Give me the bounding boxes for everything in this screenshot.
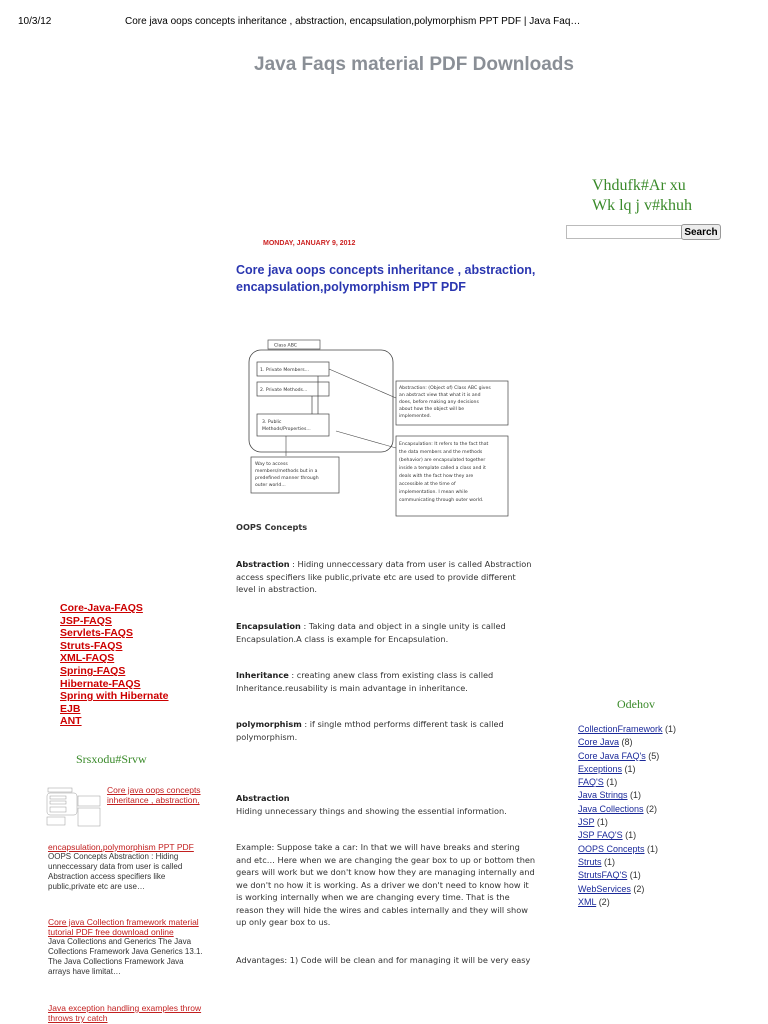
popular-posts-heading: Srsxodu#Srvw [76, 752, 147, 766]
nav-link-xml-faqs[interactable]: XML-FAQS [60, 652, 115, 665]
label-link[interactable]: JSP FAQ'S [578, 830, 623, 841]
nav-link-struts-faqs[interactable]: Struts-FAQS [60, 639, 123, 652]
label-item [578, 736, 676, 749]
thumb-shape [47, 817, 65, 825]
label-item [578, 750, 676, 763]
post-title[interactable]: Core java oops concepts inheritance , abstraction, encapsulation,polymorphism PPT PDF [236, 263, 536, 294]
private-methods-label: 2. Private Methods... [260, 388, 308, 393]
access-way-line: outer world... [255, 483, 286, 488]
encapsulation-note-line: deals with the fact how they are [399, 474, 474, 479]
encapsulation-connector [336, 431, 396, 448]
label-link[interactable]: Java Strings [578, 790, 628, 801]
popular-post-3-link[interactable]: Java exception handling examples throw throws try catch [48, 1003, 202, 1023]
encapsulation-note-line: (behavior) are encapsulated together [399, 458, 486, 463]
label-count: (1) [665, 724, 677, 734]
abstraction-note-line: Abstraction: (Object of) Class ABC gives [399, 386, 491, 391]
thumb-shape [78, 796, 100, 806]
oops-diagram [246, 336, 516, 518]
polymorphism-paragraph [236, 718, 536, 743]
access-way-line: Way to access [255, 462, 288, 467]
public-methods-label-1: 3. Public [262, 420, 282, 425]
print-date: 10/3/12 [18, 16, 52, 27]
label-count: (1) [629, 870, 641, 881]
print-page-title: Core java oops concepts inheritance , abstraction, encapsulation,polymorphism PPT PDF | Java Faq… [125, 16, 581, 27]
label-item [578, 869, 676, 882]
label-count: (1) [606, 777, 618, 788]
label-item [578, 829, 676, 842]
search-widget-heading [592, 176, 692, 216]
label-count: (2) [633, 883, 645, 894]
encapsulation-text: : Taking data and object in a single unity is called Encapsulation.A class is example for Encapsulation. [236, 621, 506, 644]
abstraction-definition: Hiding unnecessary things and showing the essential information. [236, 805, 507, 816]
popular-post-thumbnail[interactable] [46, 786, 102, 836]
nav-link-hibernate-faqs[interactable]: Hibernate-FAQS [60, 677, 141, 690]
search-heading-line2: Wk lq j v#khuh [592, 197, 692, 214]
encapsulation-note-line: inside a template called a class and it [399, 466, 486, 471]
thumb-shape [48, 788, 72, 792]
thumb-shape [50, 807, 66, 812]
label-link[interactable]: JSP [578, 817, 595, 828]
label-item [578, 776, 676, 789]
label-count: (1) [596, 817, 608, 828]
popular-post-1-title-top [107, 785, 217, 805]
label-count: (1) [630, 790, 642, 801]
encapsulation-note-line: Encapsulation: It refers to the fact that [399, 442, 489, 447]
blog-title[interactable]: Java Faqs material PDF Downloads [254, 54, 574, 75]
label-count: (2) [646, 803, 658, 814]
label-count: (1) [604, 856, 616, 867]
label-count: (5) [648, 750, 660, 761]
labels-list [578, 723, 676, 909]
label-link[interactable]: FAQ'S [578, 777, 604, 788]
class-abc-label: Class ABC [274, 343, 297, 349]
popular-post-3 [48, 1003, 208, 1023]
label-link[interactable]: StrutsFAQ'S [578, 870, 628, 881]
thumb-shape [50, 801, 66, 804]
abstraction-note-line: about how the object will be [399, 407, 465, 412]
public-methods-box [257, 414, 329, 436]
label-item [578, 816, 676, 829]
encapsulation-note-line: communicating through outer world. [399, 498, 484, 503]
nav-link-spring-faqs[interactable]: Spring-FAQS [60, 664, 126, 677]
abstraction-term: Abstraction [236, 559, 290, 569]
label-link[interactable]: CollectionFramework [578, 724, 663, 734]
nav-link-ant[interactable]: ANT [60, 715, 82, 728]
search-button[interactable]: Search [681, 224, 721, 240]
encapsulation-note-line: accessible at the time of [399, 482, 456, 487]
thumb-shape [78, 808, 100, 826]
access-way-line: predefined manner through [255, 476, 319, 481]
label-item [578, 883, 676, 896]
label-link[interactable]: OOPS Concepts [578, 843, 645, 854]
popular-post-2-snippet: Java Collections and Generics The Java Collections Framework Java Generics 13.1. The Java Collections Framework Java arrays have limitat… [48, 937, 203, 976]
polymorphism-term: polymorphism [236, 719, 302, 729]
polymorphism-text: : if single mthod performs different task is called polymorphism. [236, 719, 504, 742]
abstraction-section [236, 792, 536, 817]
public-methods-label-2: Methods/Properties... [262, 427, 311, 432]
abstraction-note-line: implemented. [399, 414, 431, 419]
nav-link-jsp-faqs[interactable]: JSP-FAQS [60, 614, 112, 627]
nav-link-core-java-faqs[interactable]: Core-Java-FAQS [60, 602, 143, 614]
search-input[interactable] [566, 225, 684, 239]
encapsulation-note-line: implementation. I mean while [399, 490, 468, 495]
inheritance-text: : creating anew class from existing class is called Inheritance.reusability is main advantage in inheritance. [236, 670, 494, 693]
popular-post-1-link-cont[interactable]: encapsulation,polymorphism PPT PDF [48, 842, 194, 852]
encapsulation-term: Encapsulation [236, 621, 301, 631]
label-link[interactable]: Exceptions [578, 763, 623, 774]
label-item [578, 763, 676, 776]
label-link[interactable]: Struts [578, 856, 602, 867]
abstraction-section-heading: Abstraction [236, 793, 290, 803]
labels-heading: Odehov [617, 697, 655, 711]
label-count: (1) [624, 763, 636, 774]
label-item [578, 856, 676, 869]
popular-post-2 [48, 917, 208, 977]
abstraction-paragraph [236, 558, 536, 596]
post-date: MONDAY, JANUARY 9, 2012 [263, 240, 356, 247]
abstraction-connector [329, 369, 396, 398]
private-members-label: 1. Private Members... [260, 368, 309, 373]
label-item [578, 803, 676, 816]
sidebar-nav [60, 602, 169, 728]
nav-link-ejb[interactable]: EJB [60, 702, 81, 715]
popular-post-1 [48, 842, 208, 892]
label-item [578, 723, 676, 736]
label-link[interactable]: XML [578, 896, 597, 907]
label-link[interactable]: Core Java [578, 737, 620, 748]
encapsulation-paragraph [236, 620, 536, 645]
advantages-paragraph: Advantages: 1) Code will be clean and for managing it will be very easy [236, 955, 531, 965]
popular-post-2-link[interactable]: Core java Collection framework material tutorial PDF free download online [48, 917, 199, 937]
oops-heading: OOPS Concepts [236, 522, 308, 532]
label-link[interactable]: Core Java FAQ's [578, 750, 646, 761]
label-link[interactable]: Java Collections [578, 803, 644, 814]
label-count: (8) [621, 737, 633, 748]
label-count: (1) [647, 843, 659, 854]
encapsulation-note-line: the data members and the methods [399, 450, 483, 455]
abstraction-note-line: does, before making any decisions [399, 400, 479, 405]
label-link[interactable]: WebServices [578, 883, 631, 894]
nav-link-servlets-faqs[interactable]: Servlets-FAQS [60, 627, 133, 640]
inheritance-paragraph [236, 669, 536, 694]
access-way-line: members/methods but in a [255, 469, 318, 474]
label-item [578, 789, 676, 802]
popular-post-1-snippet: OOPS Concepts Abstraction : Hiding unneccessary data from user is called Abstraction access specifiers like public,private etc are use… [48, 852, 183, 891]
search-heading-line1: Vhdufk#Ar xu [592, 177, 686, 194]
label-item [578, 896, 676, 909]
label-count: (2) [598, 896, 610, 907]
car-example-paragraph: Example: Suppose take a car: In that we will have breaks and stering and etc… Here when we are changing the gear box to up or bottom then gears will work but we don't know how they are managing internally and we don't no how it is working. As a driver we don't need to know how it is working internally when we are changing every time. That is the reason they will hide the wires and cables internally and they will show up only gear box to us. [236, 842, 536, 927]
nav-link-spring-with-hibernate[interactable]: Spring with Hibernate [60, 690, 169, 703]
popular-post-1-link[interactable]: Core java oops concepts inheritance , abstraction, [107, 785, 201, 805]
label-item [578, 843, 676, 856]
abstraction-text: : Hiding unneccessary data from user is called Abstraction access specifiers like public,private etc are used to provide different level in abstraction. [236, 559, 532, 594]
label-count: (1) [625, 830, 637, 841]
inheritance-term: Inheritance [236, 670, 289, 680]
thumb-shape [50, 796, 66, 799]
abstraction-note-line: an abstract view that what it is and [399, 393, 481, 398]
